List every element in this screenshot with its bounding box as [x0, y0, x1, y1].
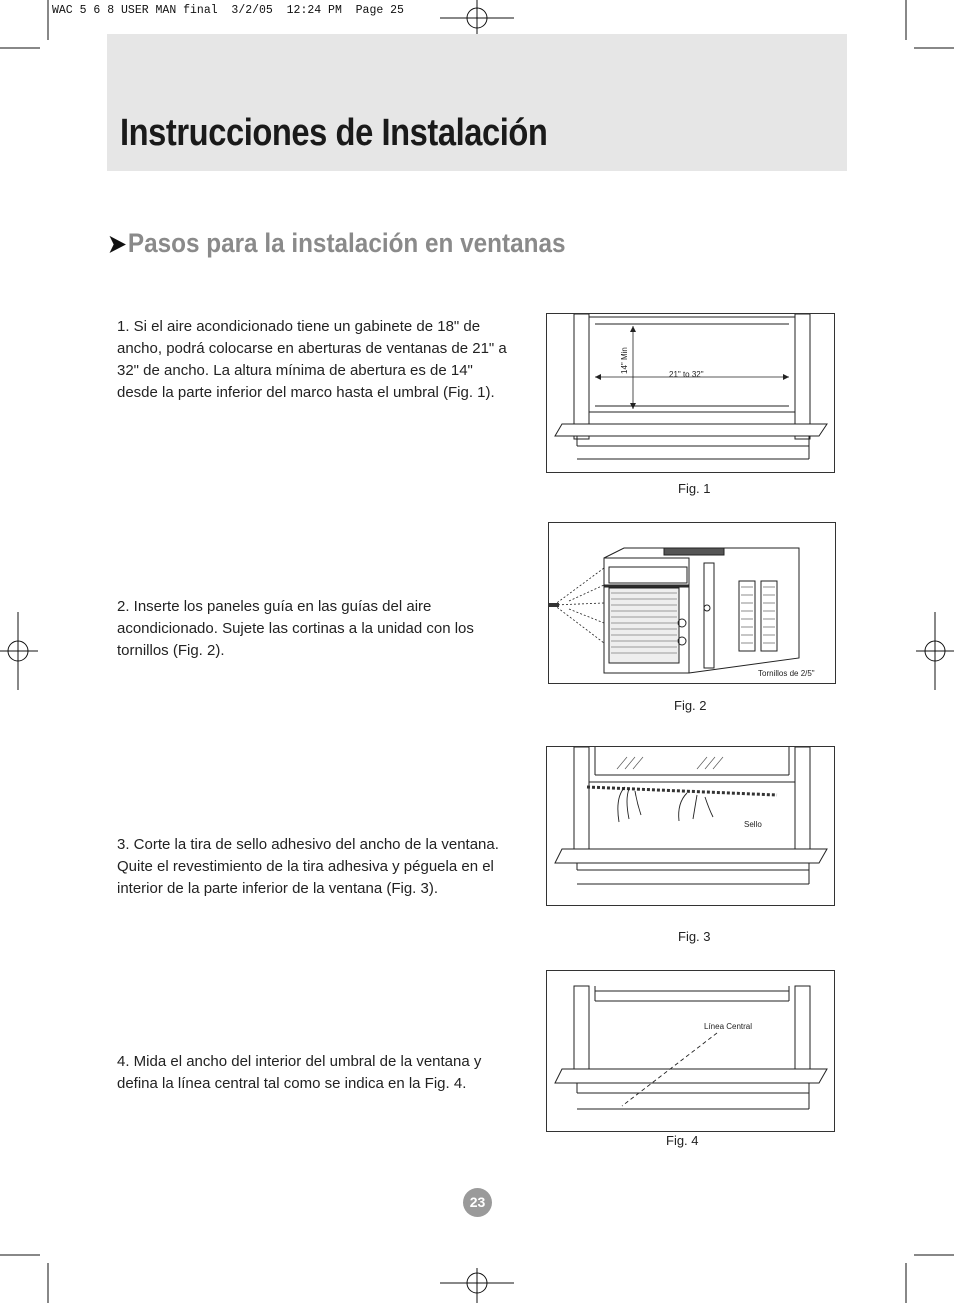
- section-heading: [108, 228, 565, 259]
- step-1-text: 1. Si el aire acondicionado tiene un gabinete de 18" de ancho, podrá colocarse en aberturas de ventanas de 21" a 32" de ancho. La altura mínima de abertura es de 14" desde la parte inferior del marco hasta el umbral (Fig. 1).: [117, 318, 507, 401]
- figure-4-center-line: [546, 970, 835, 1132]
- fig4-caption: Fig. 4: [666, 1133, 699, 1148]
- step-2-text: 2. Inserte los paneles guía en las guías del aire acondicionado. Sujete las cortinas a la unidad con los tornillos (Fig. 2).: [117, 598, 474, 659]
- figure-1-window-dimensions: [546, 313, 835, 473]
- fig1-caption: Fig. 1: [678, 481, 711, 496]
- step-3-text: 3. Corte la tira de sello adhesivo del ancho de la ventana. Quite el revestimiento de la tira adhesiva y péguela en el interior de la parte inferior de la ventana (Fig. 3).: [117, 836, 499, 897]
- arrow-icon: ➤: [108, 231, 127, 258]
- fig1-height-label: 14" Min: [620, 347, 629, 374]
- page-number: 23: [463, 1188, 492, 1217]
- fig4-centerline-label: Línea Central: [704, 1022, 753, 1031]
- page-title: Instrucciones de Instalación: [120, 112, 548, 154]
- step-4-text: 4. Mida el ancho del interior del umbral de la ventana y defina la línea central tal como se indica en la Fig. 4.: [117, 1053, 482, 1092]
- section-title: Pasos para la instalación en ventanas: [127, 228, 566, 258]
- fig2-screws-label: Tornillos de 2/5": [758, 669, 815, 678]
- figure-2-air-conditioner: [548, 522, 836, 684]
- fig1-width-label: 21" to 32": [669, 370, 704, 379]
- fig3-seal-label: Sello: [744, 820, 762, 829]
- fig2-caption: Fig. 2: [674, 698, 707, 713]
- figure-3-seal-strip: [546, 746, 835, 906]
- print-slug: WAC 5 6 8 USER MAN final 3/2/05 12:24 PM Page 25: [52, 4, 404, 17]
- fig3-caption: Fig. 3: [678, 929, 711, 944]
